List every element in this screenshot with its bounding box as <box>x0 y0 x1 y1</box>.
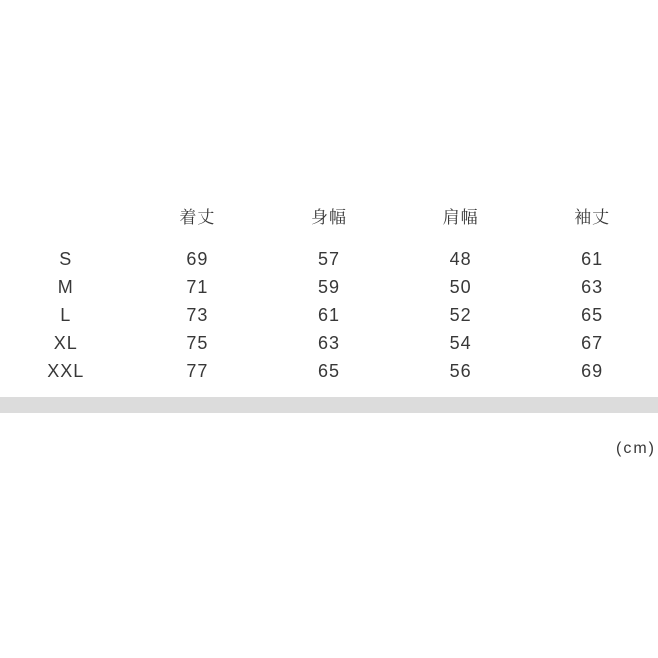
column-header-body-width: 身幅 <box>310 208 347 227</box>
size-label-column-header-blank <box>0 203 132 228</box>
header-row <box>0 203 658 228</box>
measurement-cell: 71 <box>186 276 209 297</box>
measurement-cell: 67 <box>581 332 604 353</box>
size-label: XXL <box>47 360 85 381</box>
table-row-size-xl <box>0 329 658 357</box>
table-row-size-xxl <box>0 357 658 385</box>
size-label: L <box>60 304 72 325</box>
measurement-cell: 63 <box>317 332 340 353</box>
measurement-cell: 54 <box>449 332 472 353</box>
measurement-cell: 75 <box>186 332 209 353</box>
measurement-cell: 73 <box>186 304 209 325</box>
divider-bar <box>0 397 658 413</box>
measurement-cell: 77 <box>186 360 209 381</box>
table-row-size-s <box>0 245 658 273</box>
measurement-cell: 52 <box>449 304 472 325</box>
unit-label: (cm) <box>616 440 656 457</box>
measurement-cell: 48 <box>449 248 472 269</box>
measurement-cell: 65 <box>581 304 604 325</box>
measurement-cell: 59 <box>317 276 340 297</box>
measurement-cell: 63 <box>581 276 604 297</box>
size-label: M <box>57 276 74 297</box>
unit-row <box>0 440 658 458</box>
size-label: S <box>59 248 73 269</box>
measurement-cell: 69 <box>186 248 209 269</box>
column-header-shoulder-width: 肩幅 <box>442 208 479 227</box>
measurement-cell: 56 <box>449 360 472 381</box>
column-header-body-length: 着丈 <box>179 208 216 227</box>
measurement-cell: 61 <box>317 304 340 325</box>
table-row-size-l <box>0 301 658 329</box>
measurement-cell: 61 <box>581 248 604 269</box>
measurement-cell: 50 <box>449 276 472 297</box>
header-gap-row <box>0 228 658 245</box>
column-header-sleeve-length: 袖丈 <box>574 208 611 227</box>
size-label: XL <box>53 332 78 353</box>
size-chart-table <box>0 203 658 385</box>
measurement-cell: 69 <box>581 360 604 381</box>
table-row-size-m <box>0 273 658 301</box>
measurement-cell: 65 <box>317 360 340 381</box>
measurement-cell: 57 <box>317 248 340 269</box>
